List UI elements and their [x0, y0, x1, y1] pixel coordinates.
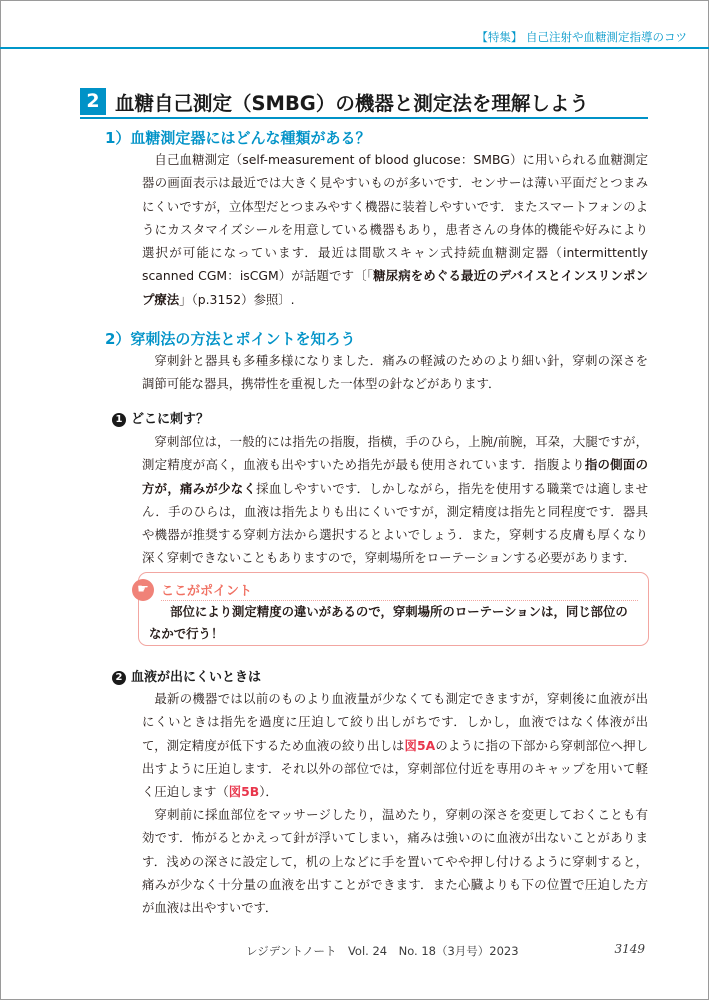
item-title-2: 血液が出にくいときは — [131, 670, 262, 685]
item-heading-1 — [112, 408, 209, 427]
item-heading-2 — [112, 666, 261, 685]
paragraph-text: 」（p.3152）参照〕. — [179, 291, 295, 307]
emphasis-text: 指の側面の方が，痛みが少なく — [142, 457, 649, 496]
paragraph-text: 採血しやすいです．しかしながら，指先を使用する職業では適しません．手のひらは，血液は指先よりも出にくいですが，測定精度は指先と同程度です．器具や機器が推奨する穿刺方法から選択するとよいでしょう．また，穿刺する皮膚も厚くなり深く穿刺できないこともありますので，穿刺場所をローテーションする必要があります． — [142, 480, 648, 566]
paragraph-lancets: 穿刺針と器具も多種多様になりました．痛みの軽減のためのより細い針，穿刺の深さを調節可能な器具，携帯性を重視した一体型の針などがあります． — [142, 353, 648, 392]
paragraph-puncture-site — [142, 430, 648, 570]
subsection-title-2: 2）穿刺法の方法とポイントを知ろう — [105, 330, 356, 348]
paragraph-text: 自己血糖測定（self-measurement of blood glucose：SMBG）に用いられる血糖測定器の画面表示は最近では大きく見やすいものが多いです．センサーは薄い平面だとつまみにくいですが，立体型だとつまみやすく機器に装着しやすいです．またスマートフォンのようにカスタマイズシールを用意している機器もあり，患者さんの身体的機能や好みにより選択が可能になっています．最近は間歇スキャン式持続血糖測定器（intermittently scanned CGM：isCGM）が話題です〔「 — [142, 152, 648, 284]
point-title: ここがポイント — [161, 584, 253, 599]
point-box — [138, 572, 649, 646]
figure-reference-5a[interactable]: 図5A — [404, 737, 436, 753]
item-number-2: 2 — [112, 671, 126, 685]
running-header: 【特集】 自己注射や血糖測定指導のコツ — [476, 30, 687, 44]
section-rule — [80, 117, 648, 119]
item-title-1: どこに刺す？ — [131, 412, 210, 427]
footer-journal: レジデントノート Vol. 24 No. 18（3月号）2023 — [246, 944, 519, 958]
pointing-hand-icon: ☛ — [132, 579, 154, 601]
paragraph-text: のように指の下部から穿刺部位へ押し出すように圧迫します．それ以外の部位では，穿刺部位付近を専用のキャップを用いて軽く圧迫します（ — [142, 737, 648, 800]
page-number: 3149 — [614, 942, 645, 956]
item-number-1: 1 — [112, 413, 126, 427]
paragraph-text: ）． — [259, 784, 278, 800]
header-rule — [0, 47, 709, 49]
paragraph-glucose-meters — [142, 148, 648, 311]
paragraph-massage-tips: 穿刺前に採血部位をマッサージしたり，温めたり，穿刺の深さを変更しておくことも有効です．怖がるとかえって針が浮いてしまい，痛みは強いのに血液が出ないことがあります．浅めの深さに設定して，机の上などに手を置いてやや押し付けるように穿刺すると，痛みが少なく十分量の血液を出すことができます．また心臓よりも下の位置で圧迫した方が血液は出やすいです． — [142, 807, 648, 916]
point-body: 部位により測定精度の違いがあるので，穿刺場所のローテーションは，同じ部位のなかで行う！ — [149, 604, 628, 641]
section-number-badge: 2 — [80, 88, 106, 115]
cross-reference-title: 糖尿病をめぐる最近のデバイスとインスリンポンプ療法 — [142, 268, 648, 307]
figure-reference-5b[interactable]: 図5B — [228, 784, 260, 800]
paragraph-text: 最新の機器では以前のものより血液量が少なくても測定できますが，穿刺後に血液が出にくいときは指先を過度に圧迫して絞り出しがちです．しかし，血液ではなく体液が出て，測定精度が低下するため血液の絞り出しは — [142, 691, 648, 753]
section-heading — [80, 85, 648, 119]
paragraph-text: 穿刺部位は，一般的には指先の指腹，指横，手のひら，上腕/前腕，耳朶，大腿ですが，測定精度が高く，血液も出やすいため指先が最も使用されています．指腹より — [142, 434, 648, 473]
subsection-title-1: 1）血糖測定器にはどんな種類がある？ — [105, 129, 371, 147]
paragraph-poor-bleeding — [142, 687, 648, 803]
section-title: 血糖自己測定（SMBG）の機器と測定法を理解しよう — [115, 92, 589, 115]
